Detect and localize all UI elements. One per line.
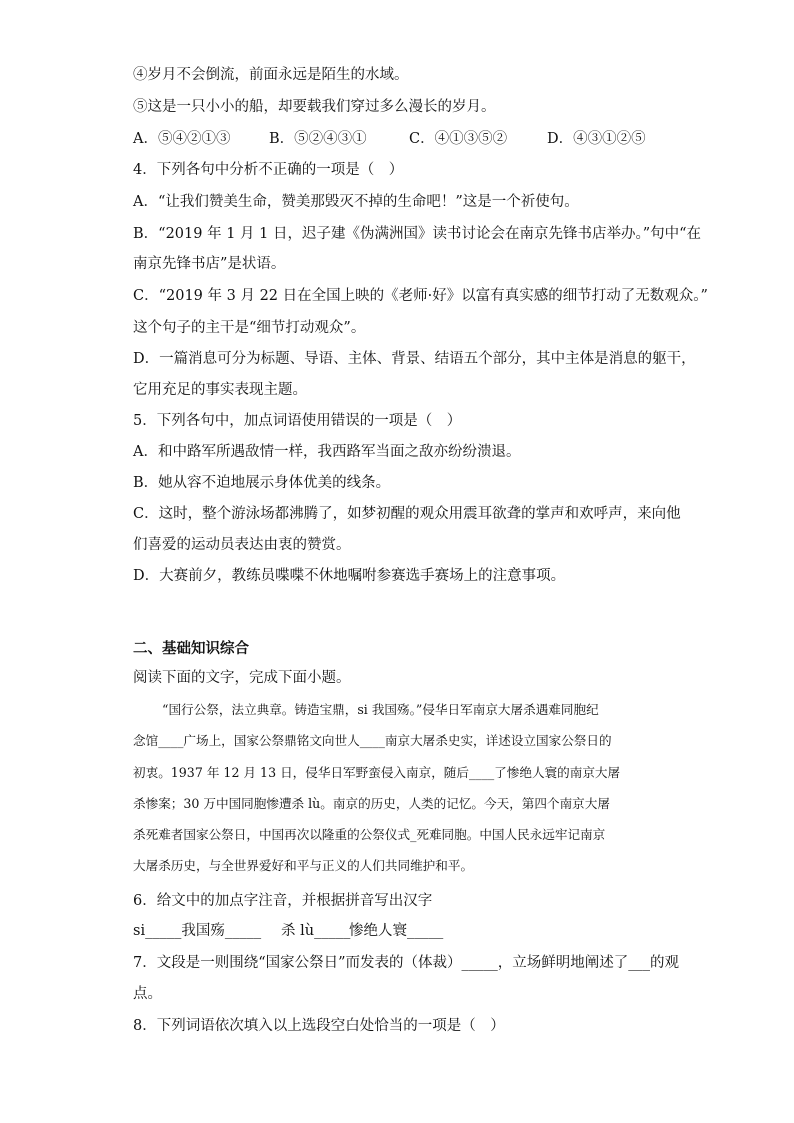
q3-option-d: D．④③①②⑤	[547, 131, 646, 147]
q5-option-a: A．和中路军所遇敌情一样，我西路军当面之敌亦纷纷溃退。	[133, 444, 521, 460]
passage-line: 大屠杀历史，与全世界爱好和平与正义的人们共同维护和平。	[133, 858, 474, 874]
q3-option-a: A．⑤④②①③	[133, 131, 231, 147]
section-heading: 二、基础知识综合	[133, 641, 249, 657]
q5-option-b: B．她从容不迫地展示身体优美的线条。	[133, 475, 391, 491]
passage-line: 杀惨案；30 万中国同胞惨遭杀 lù。南京的历史，人类的记忆。今天，第四个南京大屠	[133, 795, 610, 811]
passage-line: 初衷。1937 年 12 月 13 日，侵华日军野蛮侵入南京，随后____了惨绝人寰的南京大屠	[133, 764, 621, 780]
q5-option-c-line1: C．这时，整个游泳场都沸腾了，如梦初醒的观众用震耳欲聋的掌声和欢呼声，来向他	[133, 506, 681, 522]
q6-blank-3: 惨绝人寰_____	[349, 923, 444, 939]
q4-option-b-line1: B．“2019 年 1 月 1 日，迟子建《伪满洲国》读书讨论会在南京先锋书店举办。”句中“在	[133, 226, 702, 242]
q5-option-c-line2: 们喜爱的运动员表达由衷的赞赏。	[133, 537, 351, 553]
q4-option-c-line2: 这个句子的主干是“细节打动观众”。	[133, 320, 366, 336]
q6-blank-2: 杀 lù_____	[281, 923, 351, 939]
q4-option-d-line2: 它用充足的事实表现主题。	[133, 382, 307, 398]
q6-blank-1: si_____我国殇_____	[133, 923, 262, 939]
q4-option-b-line2: 南京先锋书店”是状语。	[133, 256, 286, 272]
q7-line2: 点。	[133, 986, 162, 1002]
q4-option-a: A．“让我们赞美生命，赞美那毁灭不掉的生命吧！”这是一个祈使句。	[133, 194, 579, 210]
q3-option-c: C．④①③⑤②	[409, 131, 508, 147]
q4-option-c-line1: C．“2019 年 3 月 22 日在全国上映的《老师·好》以富有真实感的细节打动了无数观众。”	[133, 288, 708, 304]
q5-option-d: D．大赛前夕，教练员喋喋不休地嘱咐参赛选手赛场上的注意事项。	[133, 568, 566, 584]
section-intro: 阅读下面的文字，完成下面小题。	[133, 670, 351, 686]
passage-line: “国行公祭，法立典章。铸造宝鼎，si 我国殇。”侵华日军南京大屠杀遇难同胞纪	[162, 702, 599, 717]
q4-stem: 4．下列各句中分析不正确的一项是（ ）	[133, 162, 404, 178]
passage-line: 杀死难者国家公祭日，中国再次以隆重的公祭仪式_死难同胞。中国人民永远牢记南京	[133, 827, 606, 843]
q3-option-b: B．⑤②④③①	[269, 131, 367, 147]
passage-line: 念馆____广场上，国家公祭鼎铭文向世人____南京大屠杀史实，详述设立国家公祭日的	[133, 733, 612, 749]
q3-item-5: ⑤这是一只小小的船，却要载我们穿过多么漫长的岁月。	[133, 99, 496, 115]
reading-passage	[133, 694, 661, 882]
q6-stem: 6．给文中的加点字注音，并根据拼音写出汉字	[133, 893, 433, 909]
q8-stem: 8．下列词语依次填入以上选段空白处恰当的一项是（ ）	[133, 1018, 505, 1034]
q3-item-4: ④岁月不会倒流，前面永远是陌生的水域。	[133, 67, 409, 83]
q7-line1: 7．文段是一则围绕“国家公祭日”而发表的（体裁）_____，立场鲜明地阐述了___的观	[133, 955, 680, 971]
q4-option-d-line1: D．一篇消息可分为标题、导语、主体、背景、结语五个部分，其中主体是消息的躯干，	[133, 351, 696, 367]
q5-stem: 5．下列各句中，加点词语使用错误的一项是（ ）	[133, 413, 462, 429]
